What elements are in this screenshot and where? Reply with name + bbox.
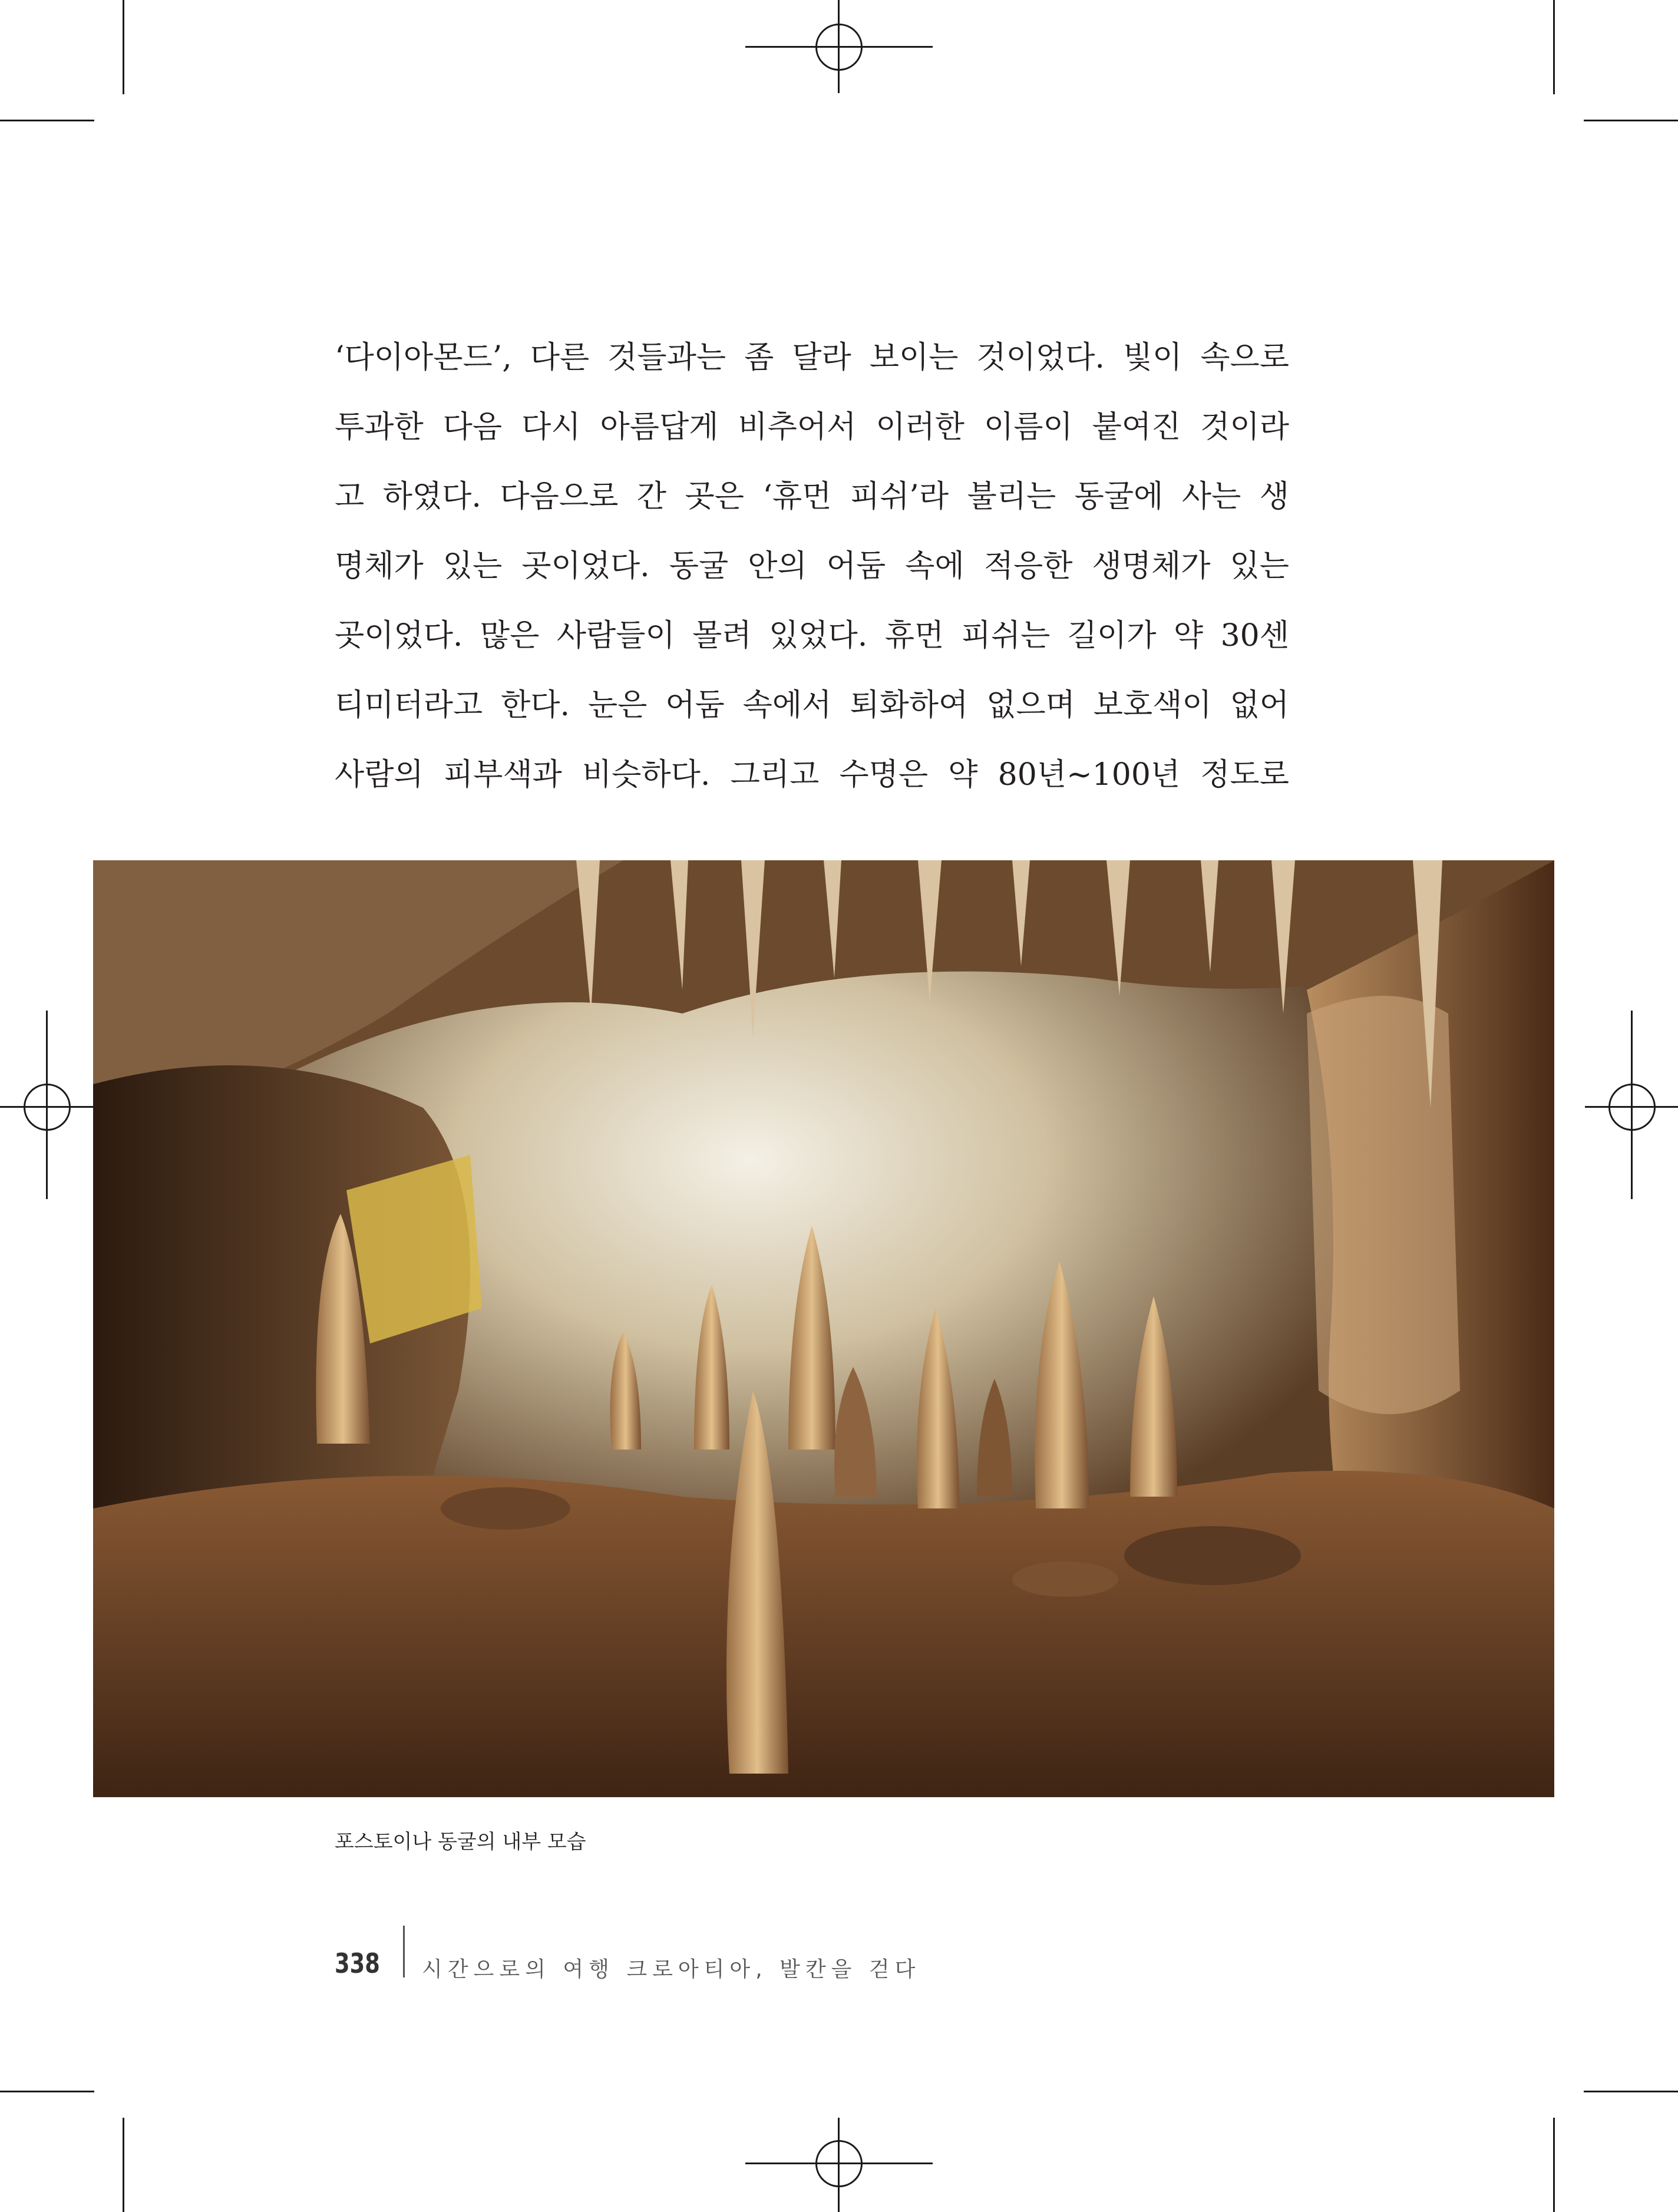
body-line: 곳이었다. 많은 사람들이 몰려 있었다. 휴먼 피쉬는 길이가 약 30센 — [335, 618, 1289, 653]
photo-caption: 포스토이나 동굴의 내부 모습 — [335, 1830, 586, 1854]
body-line: ‘다이아몬드’, 다른 것들과는 좀 달라 보이는 것이었다. 빛이 속으로 — [335, 340, 1289, 375]
running-title: 시간으로의 여행 크로아티아, 발칸을 걷다 — [422, 1957, 921, 1982]
crop-mark — [1584, 2091, 1678, 2092]
body-line: 투과한 다음 다시 아름답게 비추어서 이러한 이름이 붙여진 것이라 — [335, 410, 1289, 445]
body-line: 고 하였다. 다음으로 간 곳은 ‘휴먼 피쉬’라 불리는 동굴에 사는 생 — [335, 479, 1289, 514]
crop-mark — [123, 0, 124, 94]
body-line: 명체가 있는 곳이었다. 동굴 안의 어둠 속에 적응한 생명체가 있는 — [335, 549, 1289, 584]
body-text — [335, 323, 1289, 810]
crop-mark — [1553, 2118, 1555, 2212]
footer-divider — [403, 1926, 405, 1977]
crop-mark — [0, 120, 94, 121]
crop-mark — [123, 2118, 124, 2212]
page-number: 338 — [335, 1947, 380, 1979]
crop-mark — [1553, 0, 1555, 94]
crop-mark — [0, 2091, 94, 2092]
body-line: 사람의 피부색과 비슷하다. 그리고 수명은 약 80년~100년 정도로 — [335, 757, 1289, 793]
crop-mark — [1584, 120, 1678, 121]
body-line: 티미터라고 한다. 눈은 어둠 속에서 퇴화하여 없으며 보호색이 없어 — [335, 688, 1289, 723]
cave-photo — [93, 860, 1554, 1797]
